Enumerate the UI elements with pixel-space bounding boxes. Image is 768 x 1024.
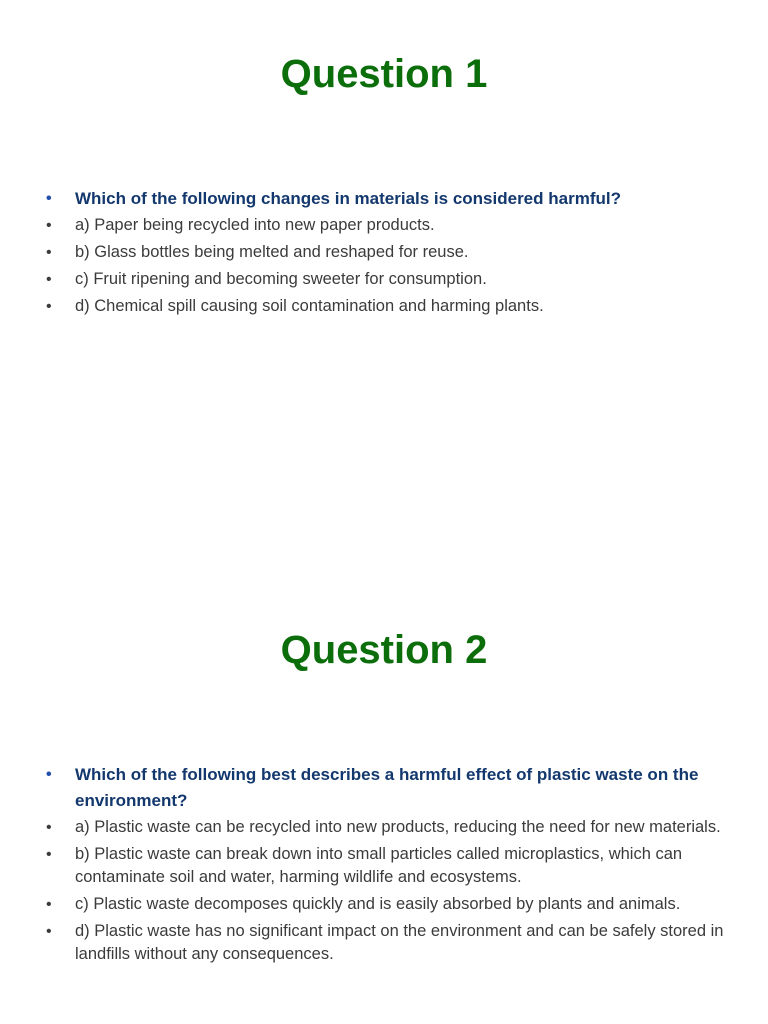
bullet-icon: • bbox=[46, 819, 52, 836]
answer-option-text: b) Plastic waste can break down into small particles called microplastics, which can contaminate soil and water, harming wildlife and ecosystems. bbox=[75, 845, 683, 886]
bullet-icon: • bbox=[46, 846, 52, 863]
bullet-icon: • bbox=[46, 190, 52, 207]
question-text: Which of the following best describes a harmful effect of plastic waste on the environment? bbox=[75, 765, 699, 810]
bullet-icon: • bbox=[46, 766, 52, 783]
answer-option-b bbox=[46, 843, 726, 889]
question-list bbox=[46, 186, 726, 322]
bullet-icon: • bbox=[46, 923, 52, 940]
question-text-item bbox=[46, 186, 726, 212]
answer-option-d bbox=[46, 295, 726, 318]
answer-option-b bbox=[46, 241, 726, 264]
answer-option-c bbox=[46, 268, 726, 291]
answer-option-text: c) Fruit ripening and becoming sweeter for consumption. bbox=[75, 270, 487, 288]
answer-option-d bbox=[46, 920, 726, 966]
question-title: Question 1 bbox=[280, 52, 488, 96]
bullet-icon: • bbox=[46, 298, 52, 315]
answer-option-text: c) Plastic waste decomposes quickly and is easily absorbed by plants and animals. bbox=[75, 895, 681, 913]
question-text: Which of the following changes in materials is considered harmful? bbox=[75, 189, 621, 208]
slide-question-2 bbox=[0, 576, 768, 1024]
answer-option-text: a) Paper being recycled into new paper products. bbox=[75, 216, 435, 234]
question-title: Question 2 bbox=[280, 628, 488, 672]
answer-option-text: d) Plastic waste has no significant impact on the environment and can be safely stored in landfills without any consequences. bbox=[75, 922, 724, 963]
question-list bbox=[46, 762, 726, 970]
answer-option-a bbox=[46, 214, 726, 237]
answer-option-text: b) Glass bottles being melted and reshaped for reuse. bbox=[75, 243, 469, 261]
answer-option-text: d) Chemical spill causing soil contamination and harming plants. bbox=[75, 297, 544, 315]
answer-option-text: a) Plastic waste can be recycled into new products, reducing the need for new materials. bbox=[75, 818, 721, 836]
question-text-item bbox=[46, 762, 726, 814]
bullet-icon: • bbox=[46, 271, 52, 288]
bullet-icon: • bbox=[46, 244, 52, 261]
bullet-icon: • bbox=[46, 217, 52, 234]
answer-option-a bbox=[46, 816, 726, 839]
answer-option-c bbox=[46, 893, 726, 916]
bullet-icon: • bbox=[46, 896, 52, 913]
